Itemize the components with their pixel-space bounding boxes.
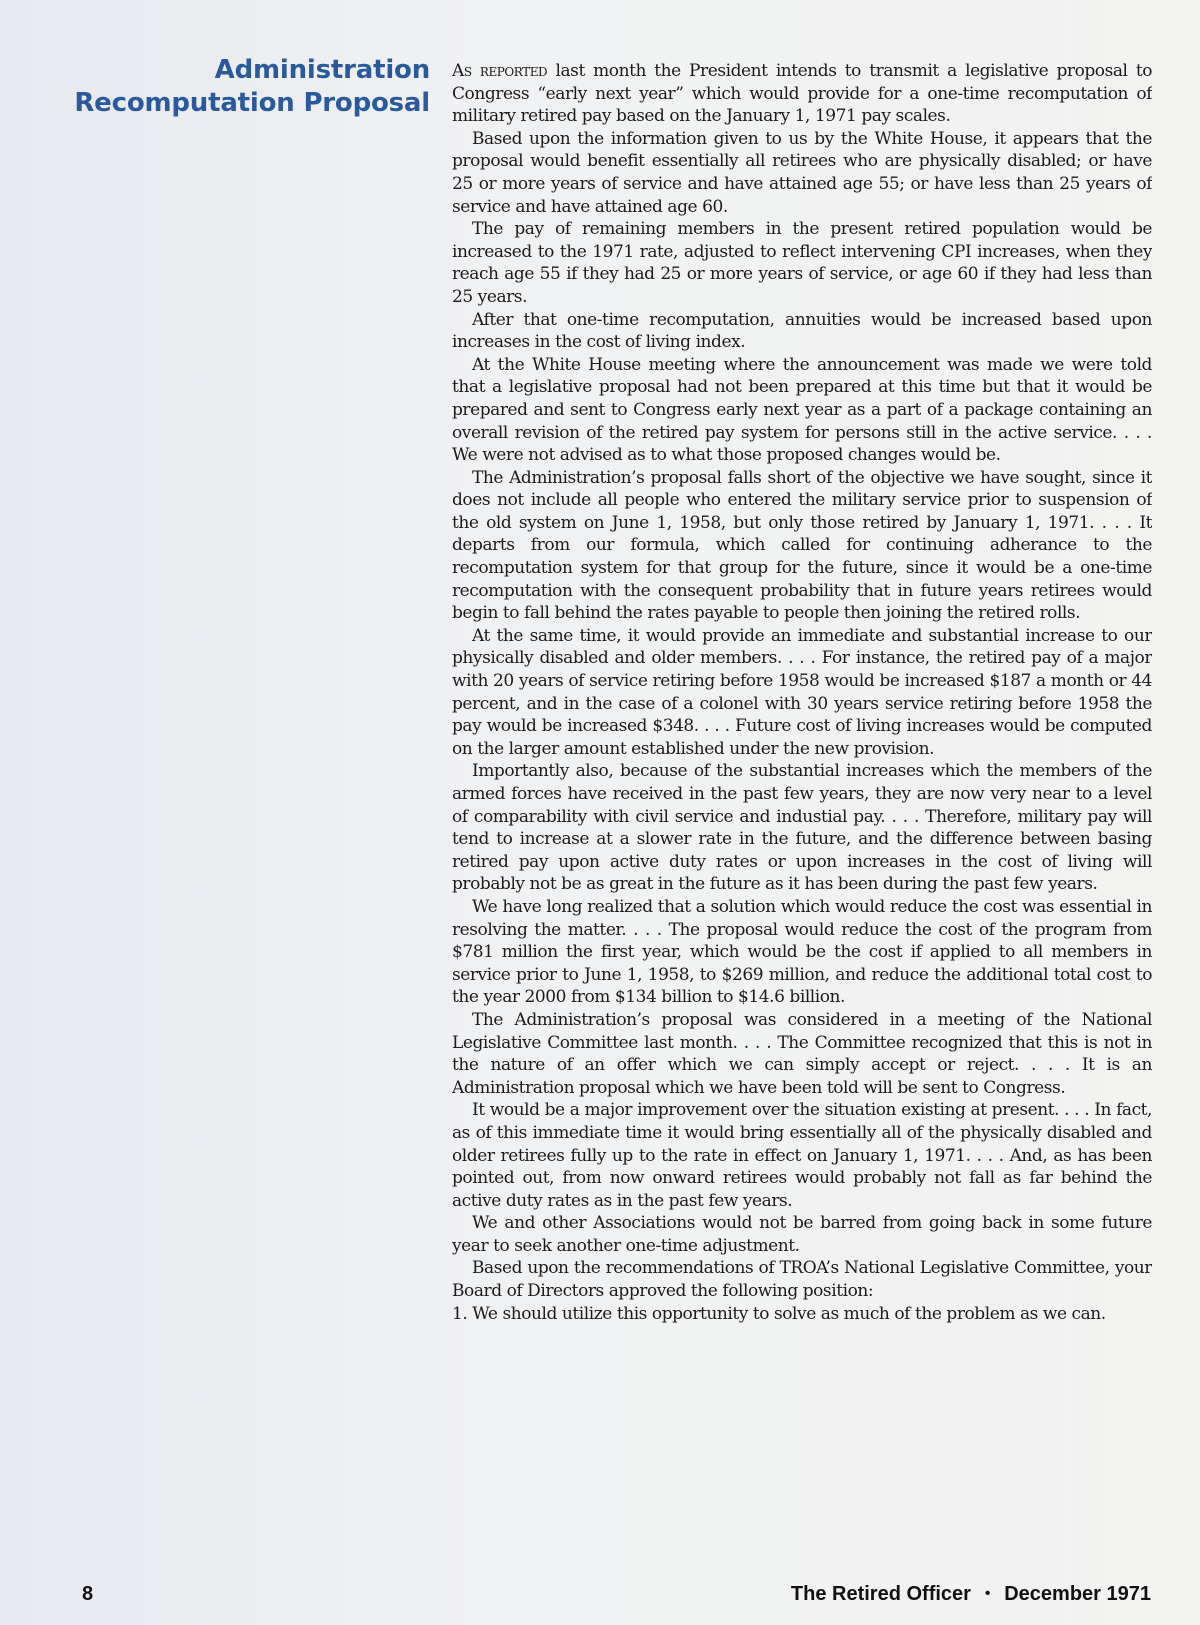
lead-text: last month the President intends to transmit a legislative proposal to Congress “early next year” which would provide for a one-time recomputation of military retired pay based on the January 1, 1971 pay scales. xyxy=(452,61,1152,127)
paragraph: At the White House meeting where the announcement was made we were told that a legislative proposal had not been prepared at this time but that it would be prepared and sent to Congress early next year as a part of a package containing an overall revision of the retired pay system for persons still in the active service. . . . We were not advised as to what those proposed changes would be. xyxy=(452,354,1152,466)
page-number: 8 xyxy=(82,1583,94,1605)
lead-smallcaps: As reported xyxy=(452,61,548,81)
paragraph: We and other Associations would not be barred from going back in some future year to seek another one-time adjustment. xyxy=(452,1213,1152,1256)
lead-paragraph xyxy=(452,60,1152,128)
paragraph: The Administration’s proposal was considered in a meeting of the National Legislative Committee last month. . . . The Committee recognized that this is not in the nature of an offer which we can simply accept or reject. . . . It is an Administration proposal which we have been told will be sent to Congress. xyxy=(452,1009,1152,1098)
publication-name: The Retired Officer xyxy=(790,1583,971,1605)
paragraph: Based upon the information given to us by the White House, it appears that the proposal would benefit essentially all retirees who are physically disabled; or have 25 or more years of service and have attained age 55; or have less than 25 years of service and have attained age 60. xyxy=(452,128,1152,217)
paragraph: It would be a major improvement over the situation existing at present. . . . In fact, as of this immediate time it would bring essentially all of the physically disabled and older retirees fully up to the rate in effect on January 1, 1971. . . . And, as has been pointed out, from now onward retirees would probably not fall as far behind the active duty rates as in the past few years. xyxy=(452,1100,1152,1211)
paragraph: After that one-time recomputation, annuities would be increased based upon increases in the cost of living index. xyxy=(452,309,1152,353)
paragraph: The pay of remaining members in the present retired population would be increased to the 1971 rate, adjusted to reflect intervening CPI increases, when they reach age 55 if they had 25 or more years of service, or age 60 if they had less than 25 years. xyxy=(452,219,1152,307)
headline-block xyxy=(60,54,430,120)
running-footer xyxy=(791,1583,1151,1606)
headline-line-1: Administration xyxy=(214,55,430,85)
issue-date: December 1971 xyxy=(1004,1583,1151,1605)
article-headline xyxy=(60,54,430,120)
paragraph: Based upon the recommendations of TROA’s National Legislative Committee, your Board of Directors approved the following position: xyxy=(452,1258,1152,1302)
page-footer xyxy=(0,1583,1200,1613)
bullet-separator: • xyxy=(984,1585,991,1602)
paragraph: At the same time, it would provide an immediate and substantial increase to our physically disabled and older members. . . . For instance, the retired pay of a major with 20 years of service retiring before 1958 would be increased $187 a month or 44 percent, and in the case of a colonel with 30 years service retiring before 1958 the pay would be increased $348. . . . Future cost of living increases would be computed on the larger amount established under the new provision. xyxy=(452,625,1152,759)
numbered-item: 1. We should utilize this opportunity to solve as much of the problem as we can. xyxy=(452,1303,1106,1324)
paragraph: Importantly also, because of the substantial increases which the members of the armed forces have received in the past few years, they are now very near to a level of comparability with civil service and industial pay. . . . Therefore, military pay will tend to increase at a slower rate in the future, and the difference between basing retired pay upon active duty rates or upon increases in the cost of living will probably not be as great in the future as it has been during the past few years. xyxy=(452,761,1152,895)
paragraph: We have long realized that a solution which would reduce the cost was essential in resolving the matter. . . . The proposal would reduce the cost of the program from $781 million the first year, which would be the cost if applied to all members in service prior to June 1, 1958, to $269 million, and reduce the additional total cost to the year 2000 from $134 billion to $14.6 billion. xyxy=(452,896,1152,1008)
headline-line-2: Recomputation Proposal xyxy=(74,88,430,118)
article-body xyxy=(452,60,1152,1560)
paragraph: The Administration’s proposal falls short of the objective we have sought, since it does not include all people who entered the military service prior to suspension of the old system on June 1, 1958, but only those retired by January 1, 1971. . . . It departs from our formula, which called for continuing adherance to the recomputation system for that group for the future, since it would be a one-time recomputation with the consequent probability that in future years retirees would begin to fall behind the rates payable to people then joining the retired rolls. xyxy=(452,467,1152,624)
